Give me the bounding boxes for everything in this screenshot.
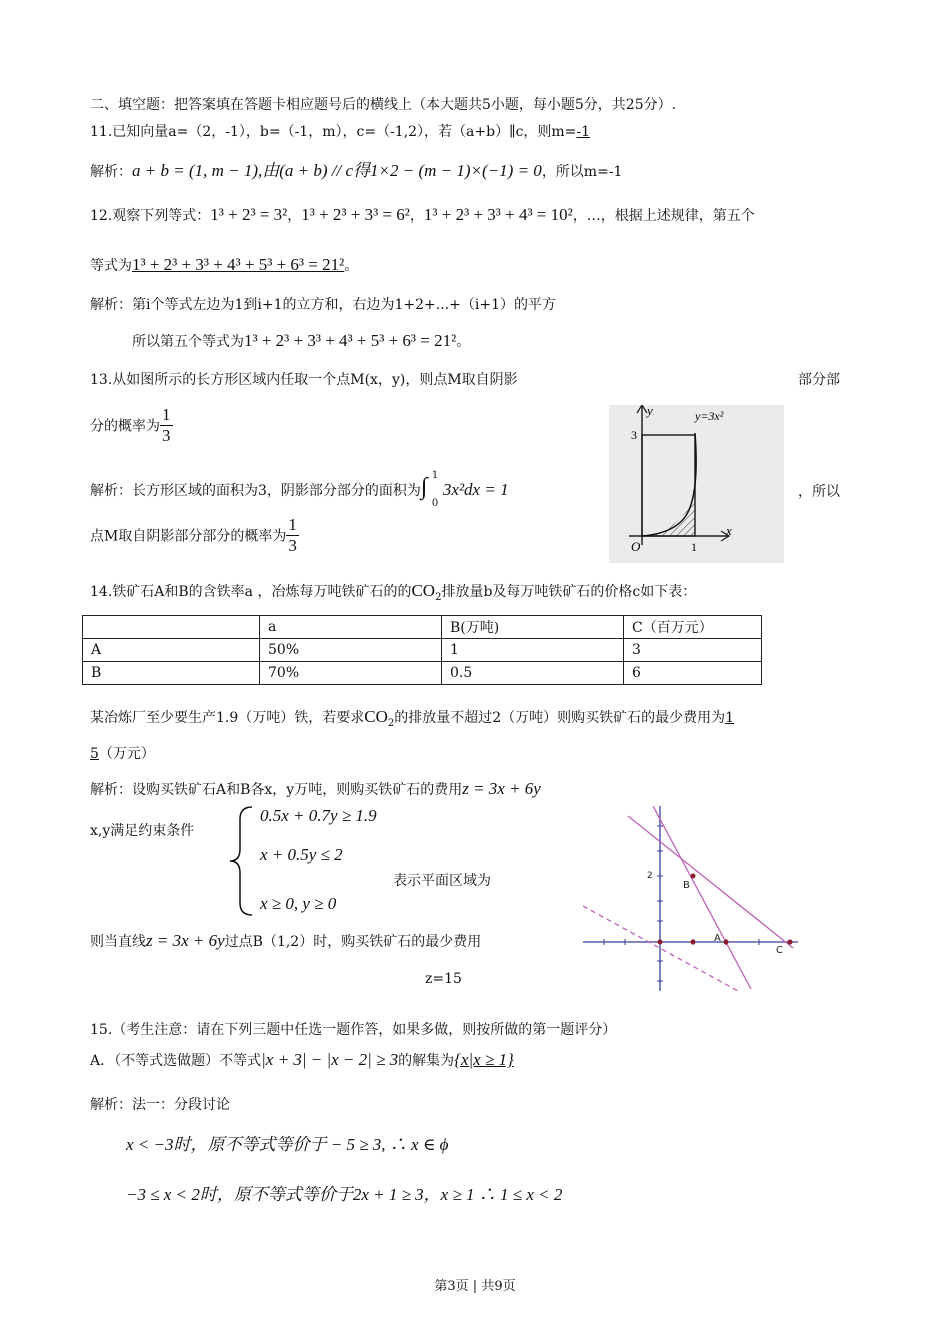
q13-analysis-right: ，所以 [798, 484, 840, 500]
table-cell: 50% [260, 639, 442, 662]
integral-lower: 0 [431, 498, 439, 509]
q14-analysis3-prefix: 则当直线 [90, 934, 146, 950]
q14-analysis1-prefix: 解析：设购买铁矿石A和B各x，y万吨，则购买铁矿石的费用 [90, 782, 463, 798]
q11-answer: -1 [576, 124, 591, 140]
q14-answer-line [90, 743, 155, 763]
q15-partA-mid: 的解集为 [398, 1053, 455, 1069]
q14-analysis1 [90, 779, 541, 799]
q12-eq1: 1³ + 2³ = 3² [210, 205, 288, 224]
q12-line2-prefix: 等式为 [90, 258, 132, 274]
q12-analysis2 [132, 331, 470, 351]
q14-analysis1-math: z = 3x + 6y [462, 779, 541, 798]
table-header-row [83, 616, 762, 639]
graph-label-C: C [776, 945, 783, 956]
q14-line [90, 707, 734, 729]
region-label: 表示平面区域为 [393, 873, 491, 889]
table-cell: 0.5 [442, 662, 624, 685]
q14-unit: （万元） [98, 746, 155, 762]
constraint-brace [228, 805, 258, 917]
q12-analysis: 解析：第i个等式左边为1到i+1的立方和，右边为1+2+...+（i+1）的平方 [90, 297, 556, 313]
q12-analysis2-math: 1³ + 2³ + 3³ + 4³ + 5³ + 6³ = 21² [244, 331, 457, 350]
q13-analysis [90, 472, 509, 508]
q14-co2-sub: 2 [435, 591, 442, 603]
curve-label: y=3x² [695, 409, 724, 423]
q12-analysis2-suffix: 。 [456, 334, 471, 350]
q15-partA [90, 1050, 514, 1070]
point-C [788, 940, 793, 945]
point-x1 [691, 940, 696, 945]
graph-label-B: B [683, 880, 690, 891]
q14-analysis3-suffix: 过点B（1,2）时，购买铁矿石的最少费用 [224, 934, 482, 950]
line-constraint-1 [628, 816, 793, 948]
ore-table [82, 615, 762, 685]
q11-text: 11.已知向量a=（2，-1），b=（-1，m），c=（-1,2），若（a+b）∥c，则m= [90, 124, 577, 140]
q13-answer-fraction [160, 405, 173, 446]
table-header-cell: a [260, 616, 442, 639]
table-row [83, 639, 762, 662]
table-row [83, 662, 762, 685]
table-cell: B [83, 662, 260, 685]
y-label: y [647, 405, 653, 418]
table-cell: 6 [624, 662, 762, 685]
q12-answer: 1³ + 2³ + 3³ + 4³ + 5³ + 6³ = 21² [132, 255, 345, 274]
table-header-cell: B(万吨) [442, 616, 624, 639]
constraint-3: x ≥ 0, y ≥ 0 [260, 894, 337, 913]
q13-analysis2-num: 1 [288, 515, 297, 534]
constraint-1: 0.5x + 0.7y ≥ 1.9 [260, 806, 377, 825]
q11-analysis-label: 解析： [90, 164, 132, 180]
q14-question-a: 14.铁矿石A和B的含铁率a ，冶炼每万吨铁矿石的的 [90, 584, 412, 600]
q13-line2 [90, 405, 173, 446]
q12-question: 12.观察下列等式：1³ + 2³ = 3²，1³ + 2³ + 3³ = 6²，1³ + 2³ + 3³ + 4³ = 10²，…，根据上述规律，第五个 [90, 205, 755, 224]
q11-question [90, 121, 590, 141]
table-cell: 1 [442, 639, 624, 662]
table-cell: A [83, 639, 260, 662]
q13-analysis2-den: 3 [288, 536, 297, 555]
q15-partA-prefix: A．（不等式选做题）不等式 [90, 1053, 262, 1069]
q13-analysis-prefix: 解析：长方形区域的面积为3，阴影部分部分的面积为 [90, 483, 421, 499]
q14-question-b: 排放量b及每万吨铁矿石的价格c如下表： [441, 584, 697, 600]
q12-tail: ，…，根据上述规律，第五个 [572, 208, 755, 224]
page-footer: 第3页 | 共9页 [434, 1279, 516, 1294]
table-cell: 70% [260, 662, 442, 685]
q13-question: 13.从如图所示的长方形区域内任取一个点M(x，y)，则点M取自阴影 [90, 372, 518, 388]
integral-sign: ∫ [420, 474, 428, 500]
q11-analysis-tail: ，所以m=-1 [541, 164, 623, 180]
tick-x-1: 1 [691, 540, 697, 554]
q13-figure [609, 405, 784, 563]
q15-partA-math: |x + 3| − |x − 2| ≥ 3 [261, 1050, 399, 1069]
q12-eq3: 1³ + 2³ + 3³ + 4³ = 10² [423, 205, 573, 224]
integral-upper: 1 [431, 470, 439, 481]
point-origin [658, 940, 663, 945]
q13-analysis2 [90, 515, 299, 556]
line-x-plus-half-y [653, 806, 751, 989]
q14-analysis3-math: z = 3x + 6y [146, 931, 225, 950]
q14-analysis3 [90, 931, 481, 951]
graph-ticks [604, 826, 759, 981]
q13-answer-den: 3 [162, 426, 171, 445]
q13-answer-num: 1 [162, 405, 171, 424]
q12-line2 [90, 255, 358, 275]
q12-analysis2-prefix: 所以第五个等式为 [132, 334, 244, 350]
point-A [724, 940, 729, 945]
q12-eq2: 1³ + 2³ + 3³ = 6² [301, 205, 410, 224]
x-label: x [726, 523, 732, 538]
tick-y-3: 3 [631, 428, 637, 442]
section-header: 二、填空题：把答案填在答题卡相应题号后的横线上（本大题共5小题，每小题5分，共25分）. [90, 97, 677, 113]
q13-analysis2-prefix: 点M取自阴影部分部分的概率为 [90, 528, 287, 545]
q14-question [90, 581, 696, 603]
q14-co2: CO [411, 581, 436, 600]
constraint-2: x + 0.5y ≤ 2 [260, 845, 343, 864]
q11-analysis [90, 156, 622, 181]
q15-partA-answer: {x|x ≥ 1} [454, 1050, 514, 1069]
q12-line2-suffix: 。 [344, 258, 359, 274]
table-cell: 3 [624, 639, 762, 662]
q14-result: z=15 [425, 971, 462, 987]
q15-case1: x < −3时，原不等式等价于 − 5 ≥ 3, ∴ x ∈ ϕ [126, 1135, 449, 1154]
q14-line-a: 某冶炼厂至少要生产1.9（万吨）铁，若要求 [90, 710, 365, 726]
q13-analysis-math: 3x²dx = 1 [442, 480, 509, 499]
table-header-cell: C（百万元） [624, 616, 762, 639]
graph-label-A: A [714, 933, 721, 944]
q14-line-co2-sub: 2 [387, 717, 395, 729]
table-header-cell [83, 616, 260, 639]
q15-analysis: 解析：法一：分段讨论 [90, 1097, 230, 1113]
q13-analysis2-fraction [286, 515, 299, 556]
q15-case2: −3 ≤ x < 2时，原不等式等价于2x + 1 ≥ 3，x ≥ 1 ∴ 1 ≤ x < 2 [126, 1185, 563, 1204]
q11-analysis-math: a + b = (1, m − 1),由(a + b) // c得1×2 − (m − 1)×(−1) = 0 [132, 161, 542, 180]
origin-label: O [631, 539, 641, 554]
point-B [691, 874, 696, 879]
q14-answer-part2: 5 [90, 746, 99, 762]
q14-line-b: 的排放量不超过2（万吨）则购买铁矿石的最少费用为 [394, 710, 726, 726]
q14-answer-part1: 1 [725, 710, 735, 726]
q13-question-right: 部分部 [798, 372, 840, 388]
q14-constraint-label: x,y满足约束条件 [90, 823, 195, 839]
q14-graph [583, 806, 803, 991]
q12-text: 12.观察下列等式： [90, 208, 211, 224]
q13-integral [421, 472, 443, 508]
q13-line2-prefix: 分的概率为 [90, 418, 160, 435]
q14-line-co2: CO [364, 707, 388, 726]
graph-tick-y: 2 [647, 871, 653, 881]
q15-note: 15.（考生注意：请在下列三题中任选一题作答，如果多做，则按所做的第一题评分） [90, 1022, 617, 1038]
